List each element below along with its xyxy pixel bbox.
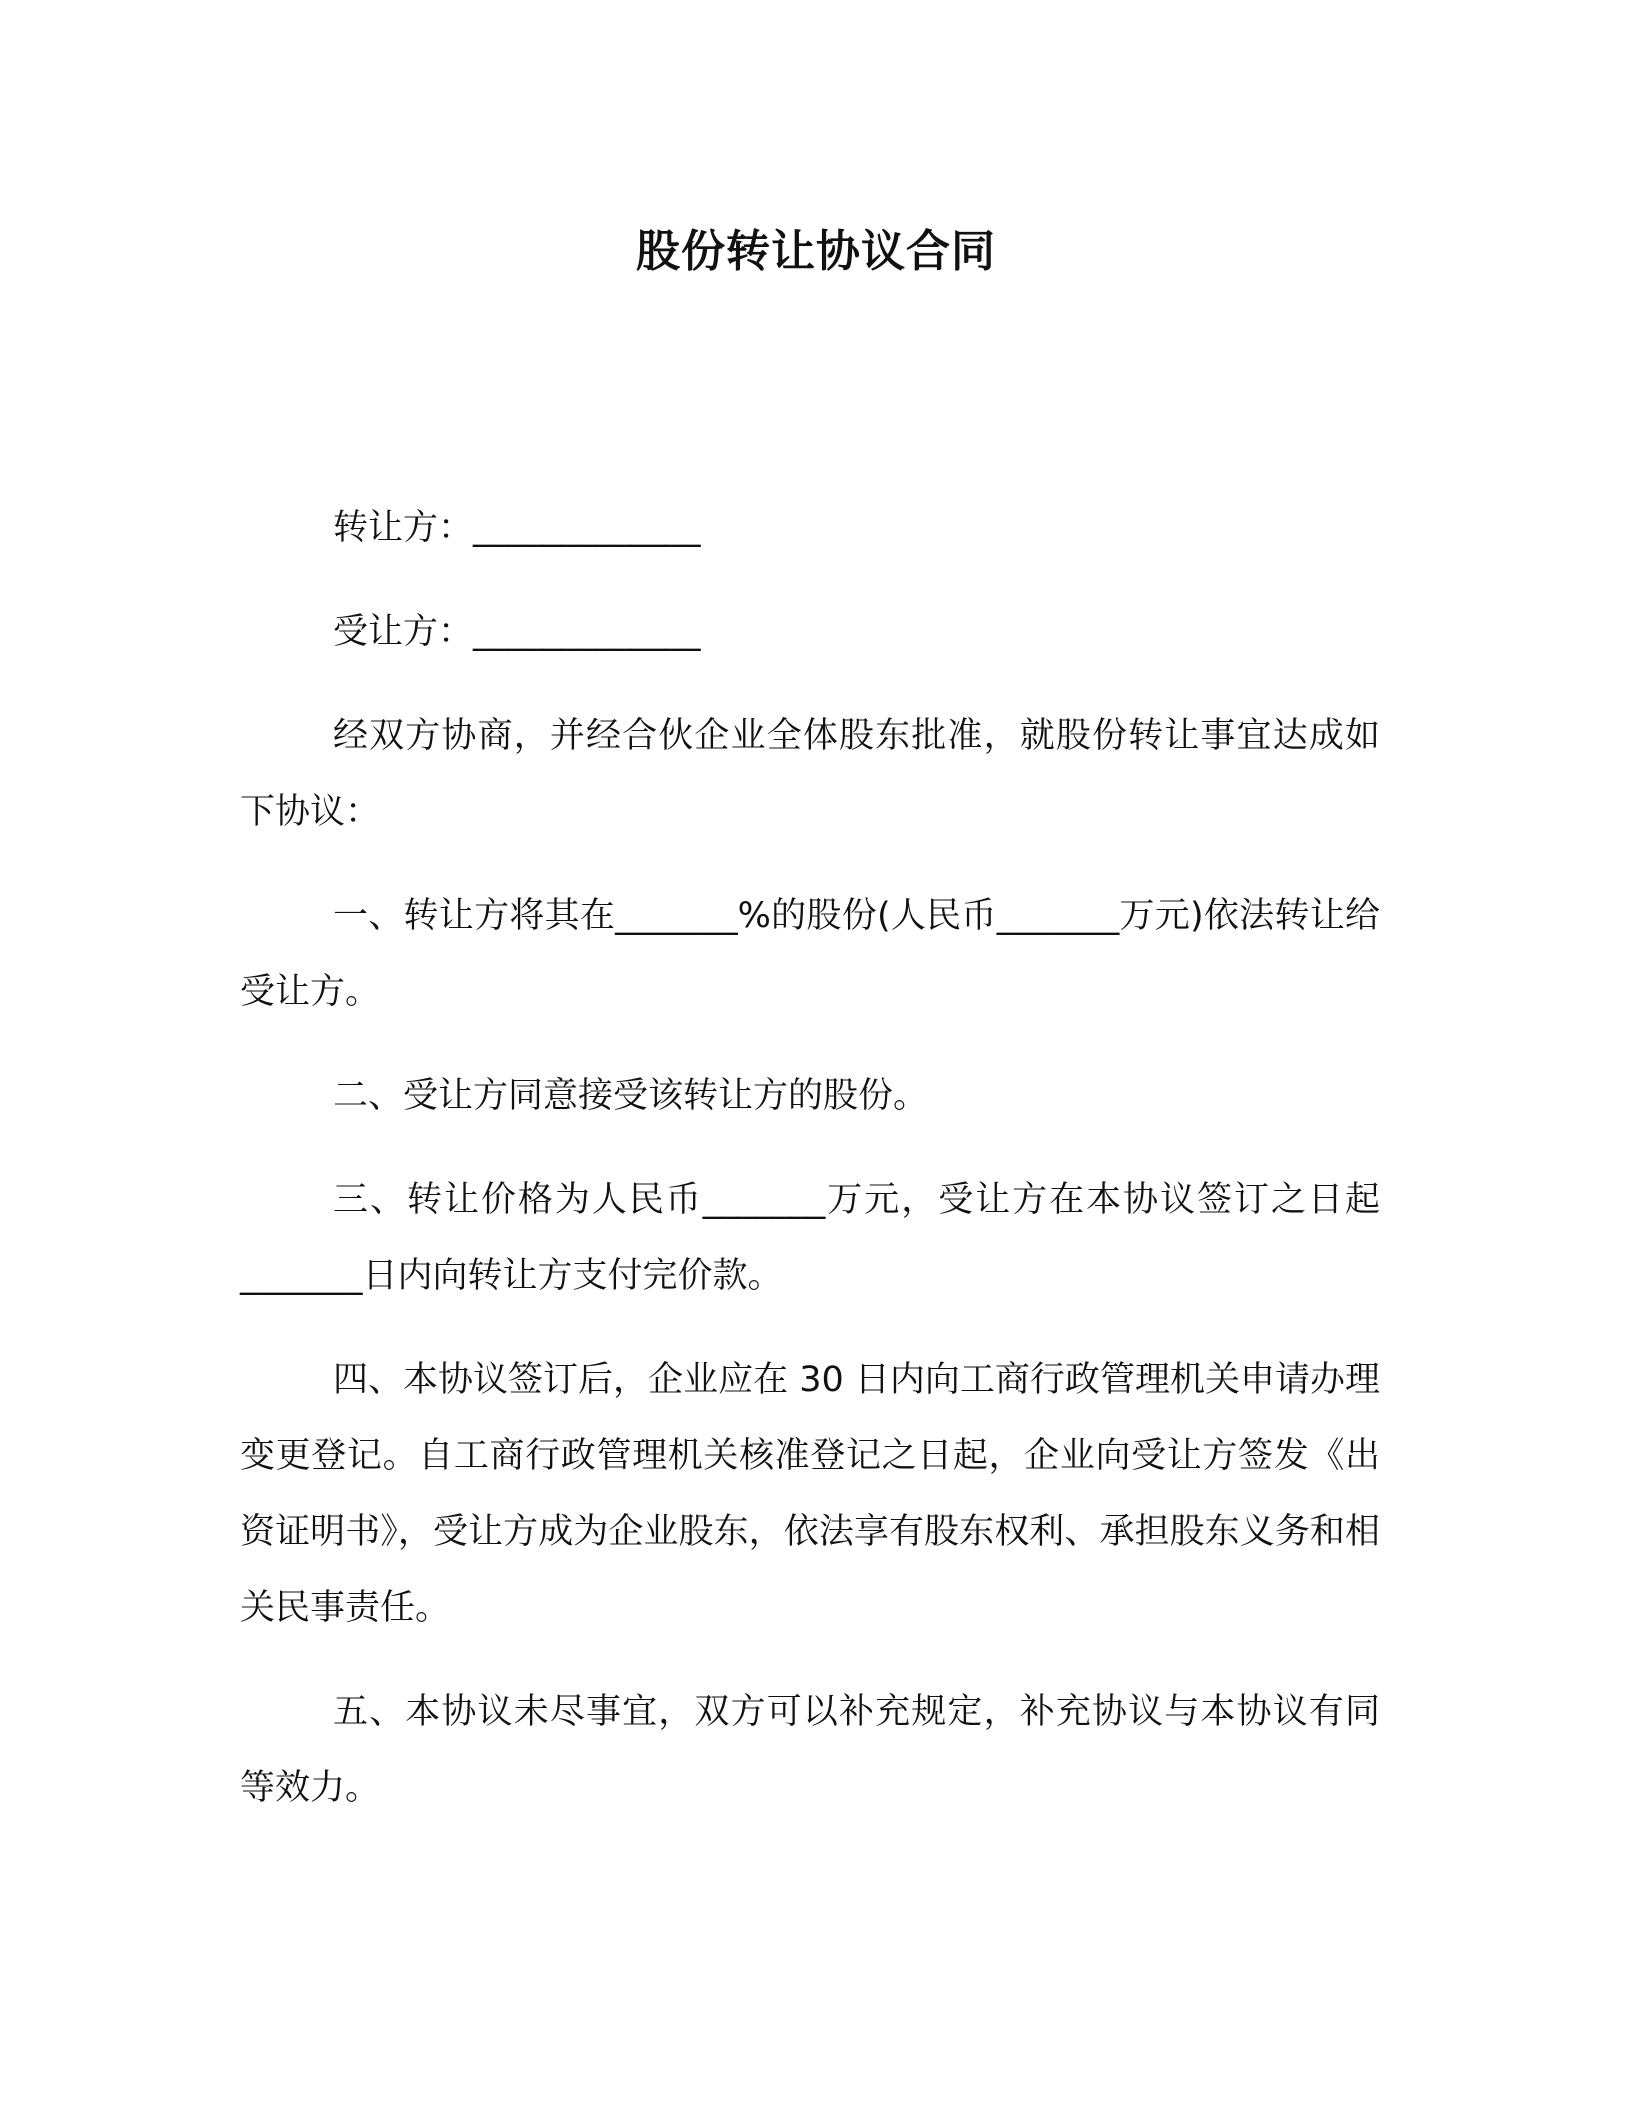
clause-4: 四、本协议签订后，企业应在 30 日内向工商行政管理机关申请办理变更登记。自工商行政管理机关核准登记之日起，企业向受让方签发《出资证明书》，受让方成为企业股东，依法享有股东权利、承担股东义务和相关民事责任。 — [240, 1360, 1380, 1628]
clause-2: 二、受让方同意接受该转让方的股份。 — [333, 1076, 929, 1116]
document-title: 股份转让协议合同 — [636, 226, 996, 277]
transferee-line: 受让方：_____________ — [333, 612, 701, 652]
clause-1: 一、转让方将其在_______%的股份(人民币_______万元)依法转让给受让方。 — [240, 896, 1380, 1012]
clause-3: 三、转让价格为人民币_______万元，受让方在本协议签订之日起_______日内向转让方支付完价款。 — [240, 1180, 1380, 1296]
clause-5: 五、本协议未尽事宜，双方可以补充规定，补充协议与本协议有同等效力。 — [240, 1692, 1380, 1808]
intro-paragraph: 经双方协商，并经合伙企业全体股东批准，就股份转让事宜达成如下协议： — [240, 716, 1380, 832]
transferor-line: 转让方：_____________ — [333, 508, 701, 548]
document-body — [240, 490, 1380, 1854]
